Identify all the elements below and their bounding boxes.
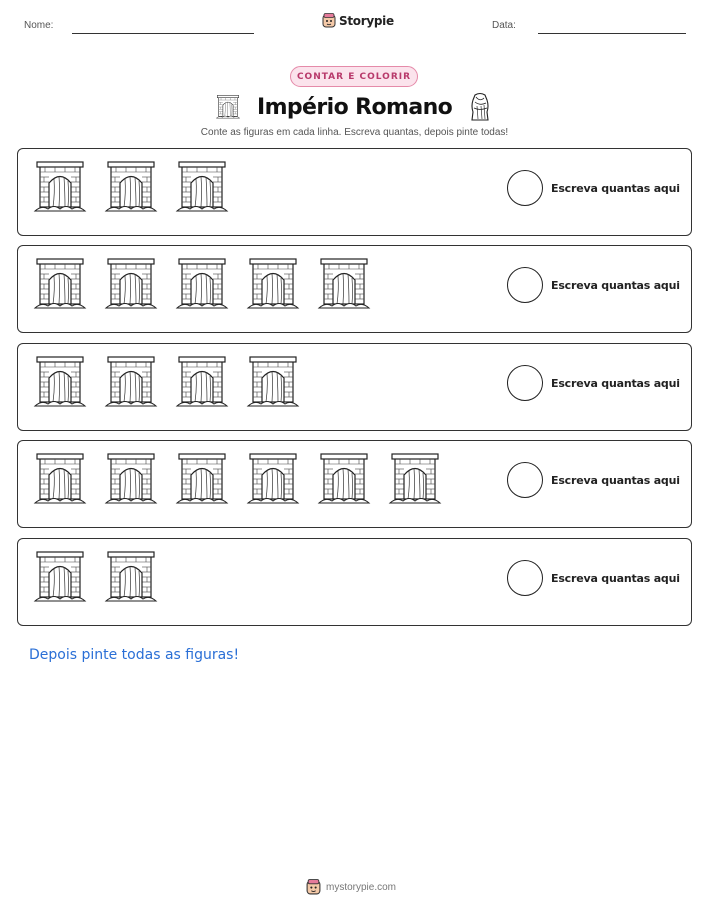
aqueduct-arch-figure[interactable]	[387, 451, 443, 507]
aqueduct-arch-figure[interactable]	[32, 354, 88, 410]
aqueduct-arch-figure[interactable]	[245, 354, 301, 410]
instructions: Conte as figuras em cada linha. Escreva quantas, depois pinte todas!	[200, 127, 509, 138]
storypie-mascot-icon	[306, 879, 321, 895]
aqueduct-arch-figure[interactable]	[32, 256, 88, 312]
date-line[interactable]	[538, 33, 686, 34]
answer-label: Escreva quantas aqui	[551, 572, 680, 585]
answer-circle[interactable]	[507, 267, 543, 303]
aqueduct-arch-figure[interactable]	[316, 256, 372, 312]
aqueduct-arch-figure[interactable]	[103, 159, 159, 215]
aqueduct-arch-icon	[215, 93, 241, 121]
aqueduct-arch-figure[interactable]	[316, 451, 372, 507]
page-title: Império Romano	[257, 95, 453, 120]
counting-row	[17, 245, 692, 333]
aqueduct-arch-figure[interactable]	[174, 451, 230, 507]
aqueduct-arch-figure[interactable]	[103, 451, 159, 507]
answer-circle[interactable]	[507, 170, 543, 206]
site-url: mystorypie.com	[326, 881, 397, 893]
aqueduct-arch-figure[interactable]	[103, 256, 159, 312]
answer-label: Escreva quantas aqui	[551, 377, 680, 390]
answer-circle[interactable]	[507, 462, 543, 498]
aqueduct-arch-figure[interactable]	[32, 451, 88, 507]
title-row	[0, 92, 709, 124]
aqueduct-arch-figure[interactable]	[174, 256, 230, 312]
aqueduct-arch-figure[interactable]	[103, 354, 159, 410]
counting-row	[17, 538, 692, 626]
aqueduct-arch-figure[interactable]	[245, 451, 301, 507]
aqueduct-arch-figure[interactable]	[174, 354, 230, 410]
counting-row	[17, 343, 692, 431]
brand-name: Storypie	[339, 13, 394, 28]
aqueduct-arch-figure[interactable]	[32, 159, 88, 215]
answer-circle[interactable]	[507, 560, 543, 596]
answer-label: Escreva quantas aqui	[551, 182, 680, 195]
name-label: Nome:	[24, 20, 54, 31]
date-label: Data:	[492, 20, 516, 31]
counting-row	[17, 440, 692, 528]
activity-badge: CONTAR E COLORIR	[290, 66, 418, 87]
aqueduct-arch-figure[interactable]	[174, 159, 230, 215]
footer-instruction: Depois pinte todas as figuras!	[29, 647, 240, 663]
answer-circle[interactable]	[507, 365, 543, 401]
storypie-mascot-icon	[322, 13, 336, 28]
aqueduct-arch-figure[interactable]	[103, 549, 159, 605]
aqueduct-arch-figure[interactable]	[32, 549, 88, 605]
storypie-logo	[322, 13, 394, 28]
aqueduct-arch-figure[interactable]	[245, 256, 301, 312]
site-footer	[306, 879, 396, 895]
answer-label: Escreva quantas aqui	[551, 474, 680, 487]
toga-statue-icon	[468, 92, 492, 122]
answer-label: Escreva quantas aqui	[551, 279, 680, 292]
counting-row	[17, 148, 692, 236]
name-line[interactable]	[72, 33, 254, 34]
